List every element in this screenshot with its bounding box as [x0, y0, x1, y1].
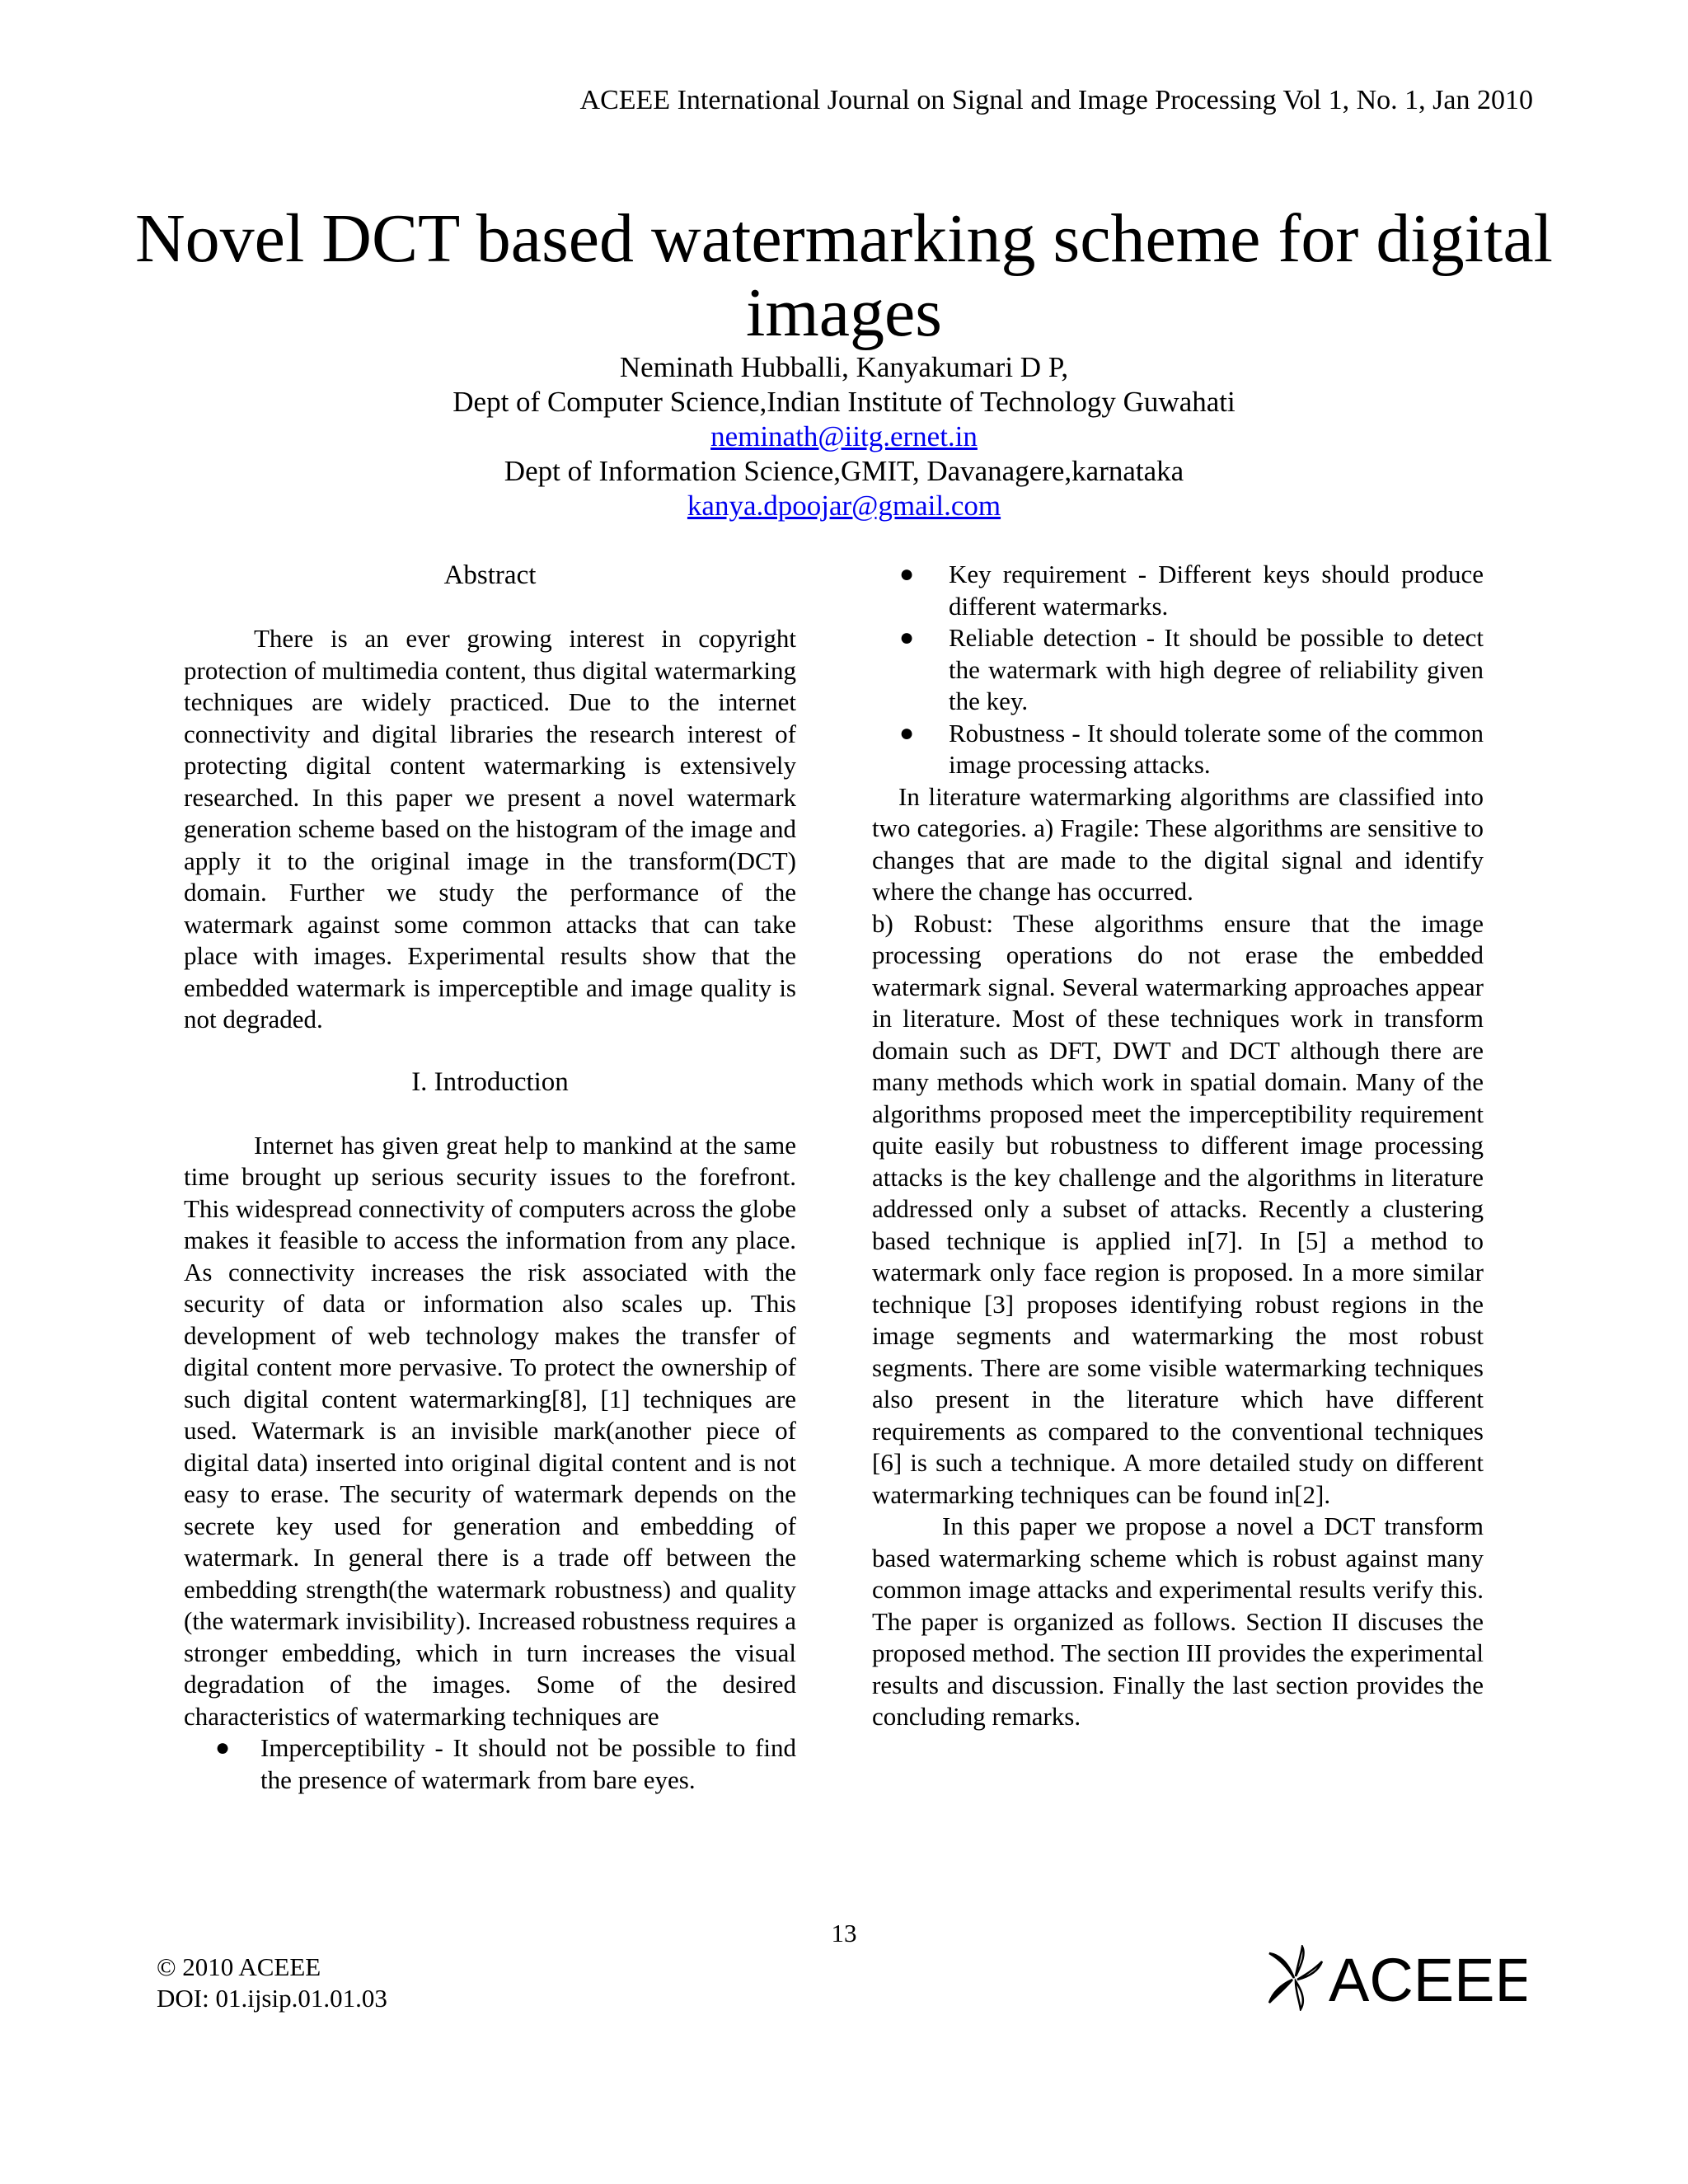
body-paragraph-3: In this paper we propose a novel a DCT transform based watermarking scheme which is robust against many common image attacks and experimental results verify this. The paper is organized as follows. Section II discuses the proposed method. The section III provides the experimental results and discussion. Finally the last section provides the concluding remarks.: [872, 1511, 1484, 1731]
journal-header: ACEEE International Journal on Signal and Image Processing Vol 1, No. 1, Jan 2010: [579, 85, 1533, 115]
bullet-icon: ●: [899, 560, 915, 588]
affiliation-2: Dept of Information Science,GMIT, Davanagere,karnataka: [504, 455, 1184, 487]
introduction-text: Internet has given great help to mankind at the same time brought up serious security issues to the forefront. This widespread connectivity of computers across the globe makes it feasible to access the information from any place. As connectivity increases the risk associated with the security of data or information also scales up. This development of web technology makes the transfer of digital content more pervasive. To protect the ownership of such digital content watermarking[8], [1] techniques are used. Watermark is an invisible mark(another piece of digital data) inserted into original digital content and is not easy to erase. The security of watermark depends on the secrete key used for generation and embedding of watermark. In general there is a trade off between the embedding strength(the watermark robustness) and quality (the watermark invisibility). Increased robustness requires a stronger embedding, which in turn increases the visual degradation of the images. Some of the desired characteristics of watermarking techniques are: [184, 1130, 796, 1731]
author-names: Neminath Hubballi, Kanyakumari D P,: [619, 351, 1069, 383]
intro-bullet-list: [184, 1732, 796, 1796]
bullet-icon: ●: [215, 1734, 231, 1761]
list-item: [872, 559, 1484, 622]
bullet-text: Key requirement - Different keys should produce different watermarks.: [949, 560, 1484, 621]
left-column: [184, 559, 796, 1796]
requirements-list: [872, 559, 1484, 781]
bullet-text: Reliable detection - It should be possible to detect the watermark with high degree of reliability given the key.: [949, 623, 1484, 715]
logo-text: ACEEE: [1329, 1946, 1526, 2011]
bullet-text: Robustness - It should tolerate some of the common image processing attacks.: [949, 718, 1484, 779]
paper-title: [124, 202, 1564, 350]
copyright-text: © 2010 ACEEE: [157, 1952, 321, 1981]
list-item: [872, 622, 1484, 718]
affiliation-1: Dept of Computer Science,Indian Institute of Technology Guwahati: [452, 386, 1236, 418]
email-link-2[interactable]: kanya.dpoojar@gmail.com: [687, 490, 1001, 522]
body-paragraph-2: b) Robust: These algorithms ensure that the image processing operations do not erase the embedded watermark signal. Several watermarking approaches appear in literature. Most of these techniques work in transform domain such as DFT, DWT and DCT although there are many methods which work in spatial domain. Many of the algorithms proposed meet the imperceptibility requirement quite easily but robustness to different image processing attacks is the key challenge and the algorithms in literature addressed only a subset of attacks. Recently a clustering based technique is applied in[7]. In [5] a method to watermark only face region is proposed. In a more similar technique [3] proposes identifying robust regions in the image segments and watermarking the most robust segments. There are some visible watermarking techniques also present in the literature which have different requirements as compared to the conventional techniques [6] is such a technique. A more detailed study on different watermarking techniques can be found in[2].: [872, 908, 1484, 1509]
right-column: [872, 559, 1484, 1733]
page-number: 13: [831, 1919, 857, 1947]
bullet-icon: ●: [899, 624, 915, 651]
body-paragraph-1: In literature watermarking algorithms are classified into two categories. a) Fragile: These algorithms are sensitive to changes that are made to the digital signal and identify where the change has occurred.: [872, 781, 1484, 906]
aceee-logo: [1263, 1945, 1526, 2011]
abstract-heading: Abstract: [443, 560, 537, 590]
bullet-text: Imperceptibility - It should not be possible to find the presence of watermark from bare eyes.: [260, 1733, 796, 1794]
abstract-text: There is an ever growing interest in copyright protection of multimedia content, thus digital watermarking techniques are widely practiced. Due to the internet connectivity and digital libraries the research interest of protecting digital content watermarking is extensively researched. In this paper we present a novel watermark generation scheme based on the histogram of the image and apply it to the original image in the transform(DCT) domain. Further we study the performance of the watermark against some common attacks that can take place with images. Experimental results show that the embedded watermark is imperceptible and image quality is not degraded.: [184, 624, 796, 1033]
email-link-1[interactable]: neminath@iitg.ernet.in: [710, 420, 978, 452]
list-item: [872, 718, 1484, 781]
bullet-icon: ●: [899, 719, 915, 747]
doi-text: DOI: 01.ijsip.01.01.03: [157, 1984, 387, 2013]
title-line-1: Novel DCT based watermarking scheme for digital: [135, 200, 1553, 277]
author-block: [124, 350, 1564, 523]
title-line-2: images: [746, 274, 942, 351]
list-item: [184, 1732, 796, 1796]
introduction-heading: I. Introduction: [411, 1066, 569, 1097]
star-logo-icon: [1263, 1945, 1526, 2011]
